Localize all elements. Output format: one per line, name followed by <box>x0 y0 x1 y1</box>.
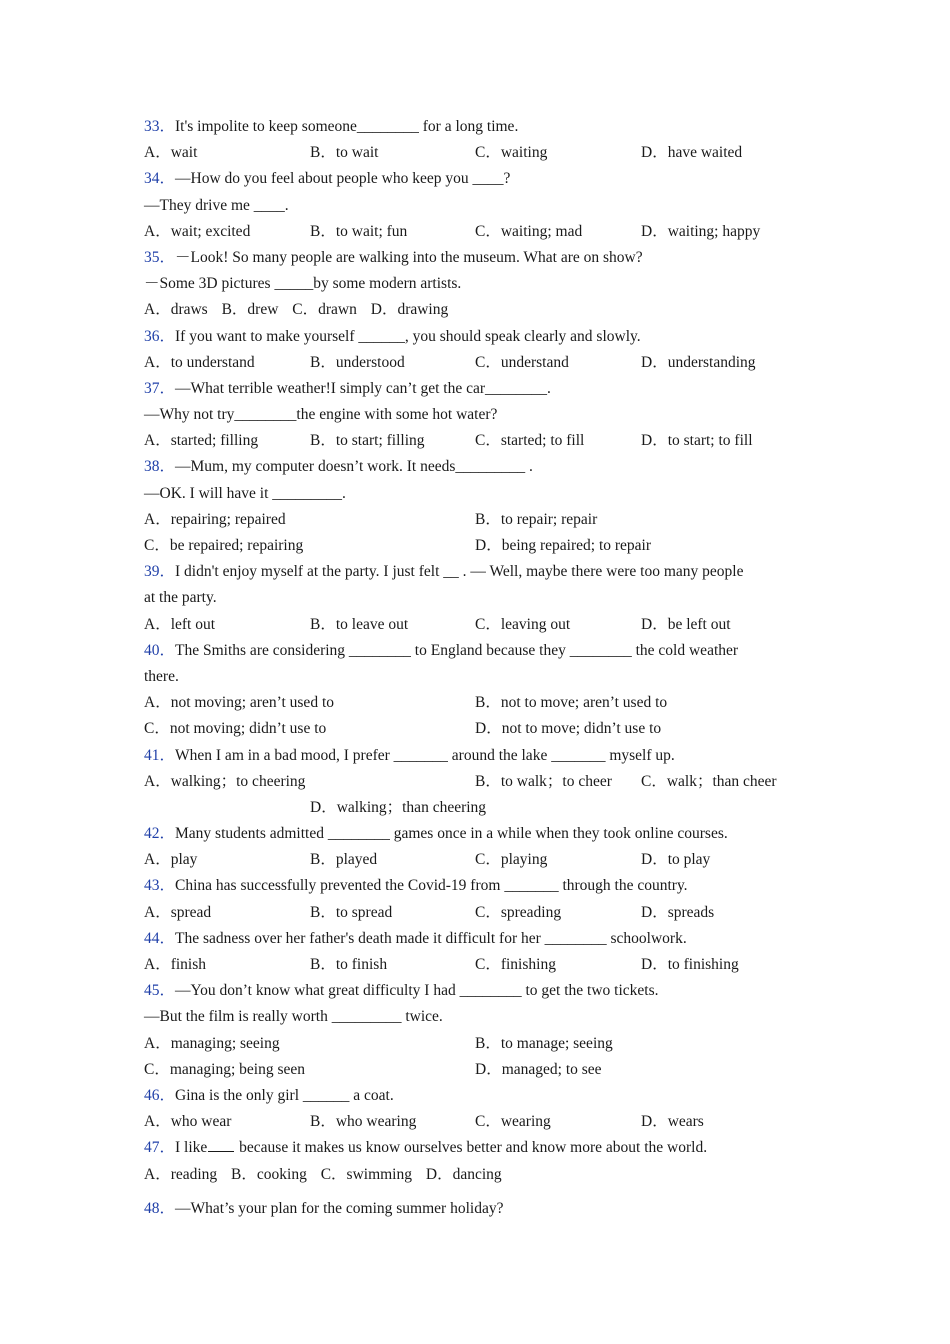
question-number: 36． <box>144 327 176 345</box>
option-a[interactable]: A．not moving; aren’t used to <box>144 694 334 712</box>
option-a[interactable]: A．managing; seeing <box>144 1034 280 1052</box>
option-a[interactable]: A．wait <box>144 144 198 162</box>
question-number: 37． <box>144 379 176 397</box>
option-d[interactable]: D．to finishing <box>641 956 739 973</box>
question-37-reply: —Why not try________the engine with some hot water? <box>144 406 498 424</box>
question-number: 39． <box>144 563 176 581</box>
question-text: —Mum, my computer doesn’t work. It needs_________ . <box>175 458 533 476</box>
question-number: 47． <box>144 1139 176 1157</box>
question-text: －Look! So many people are walking into the museum. What are on show? <box>175 248 643 266</box>
option-c[interactable]: C．finishing <box>475 956 556 973</box>
question-number: 42． <box>144 825 176 843</box>
question-45-reply: —But the film is really worth _________ twice. <box>144 1008 443 1026</box>
option-c[interactable]: C．playing <box>475 851 548 869</box>
option-a[interactable]: A．started; filling <box>144 432 259 450</box>
option-c[interactable]: C．wearing <box>475 1113 551 1131</box>
options-46 <box>144 1109 804 1135</box>
option-a[interactable]: A．finish <box>144 956 207 973</box>
option-b[interactable]: B．not to move; aren’t used to <box>475 694 668 712</box>
question-42 <box>144 821 804 847</box>
option-d[interactable]: D．understanding <box>641 353 756 371</box>
question-37 <box>144 376 804 402</box>
question-number: 41． <box>144 746 176 764</box>
question-40 <box>144 638 804 664</box>
question-39-continued: at the party. <box>144 589 217 607</box>
question-38 <box>144 454 804 480</box>
question-41 <box>144 743 804 769</box>
option-d[interactable]: D．being repaired; to repair <box>475 537 652 554</box>
question-number: 43． <box>144 877 176 895</box>
answer-blank <box>208 1137 234 1152</box>
question-number: 45． <box>144 982 176 1000</box>
question-47 <box>144 1135 804 1161</box>
question-48 <box>144 1196 804 1222</box>
option-a[interactable]: A．to understand <box>144 353 255 371</box>
question-45 <box>144 978 804 1004</box>
option-c[interactable]: C．waiting; mad <box>475 222 583 240</box>
question-text: Gina is the only girl ______ a coat. <box>175 1086 394 1104</box>
options-40-row1 <box>144 690 804 716</box>
option-a[interactable]: A．reading <box>144 1165 218 1183</box>
option-b[interactable]: B．to start; filling <box>310 432 425 450</box>
option-a[interactable]: A．walking；to cheering <box>144 772 306 790</box>
option-b[interactable]: B．cooking <box>231 1165 307 1183</box>
question-text: The sadness over her father's death made it difficult for her ________ schoolwork. <box>175 929 687 947</box>
option-d[interactable]: D．to start; to fill <box>641 432 753 450</box>
option-c[interactable]: C．drawn <box>292 301 357 319</box>
option-d[interactable]: D．waiting; happy <box>641 222 761 240</box>
option-b[interactable]: B．to spread <box>310 903 393 921</box>
option-b[interactable]: B．drew <box>221 301 279 319</box>
question-number: 34． <box>144 170 176 188</box>
option-b[interactable]: B．to repair; repair <box>475 510 598 528</box>
question-33 <box>144 114 804 140</box>
question-number: 33． <box>144 118 176 135</box>
option-d[interactable]: D．not to move; didn’t use to <box>475 720 662 738</box>
question-text-after: because it makes us know ourselves better and know more about the world. <box>235 1139 708 1157</box>
option-c[interactable]: C．started; to fill <box>475 432 585 450</box>
question-number: 35． <box>144 248 176 266</box>
option-c[interactable]: C．walk；than cheer <box>641 772 777 790</box>
option-c[interactable]: C．not moving; didn’t use to <box>144 720 327 738</box>
options-39 <box>144 612 804 638</box>
question-34-reply: —They drive me ____. <box>144 196 289 214</box>
options-41-row2 <box>144 795 804 821</box>
option-a[interactable]: A．draws <box>144 301 208 319</box>
question-36 <box>144 324 804 350</box>
question-44 <box>144 926 804 952</box>
question-text: —What’s your plan for the coming summer holiday? <box>175 1199 504 1217</box>
option-a[interactable]: A．who wear <box>144 1113 232 1131</box>
option-d[interactable]: D．have waited <box>641 144 743 162</box>
option-d[interactable]: D．spreads <box>641 903 715 921</box>
options-35 <box>144 297 804 323</box>
option-c[interactable]: C．waiting <box>475 144 548 162</box>
option-b[interactable]: B．understood <box>310 353 405 371</box>
options-36 <box>144 350 804 376</box>
options-34 <box>144 219 804 245</box>
option-d[interactable]: D．be left out <box>641 615 731 633</box>
question-35-reply: －Some 3D pictures _____by some modern artists. <box>144 275 462 293</box>
question-46 <box>144 1083 804 1109</box>
question-text: If you want to make yourself ______, you should speak clearly and slowly. <box>175 327 641 345</box>
options-44 <box>144 952 804 978</box>
options-37 <box>144 428 804 454</box>
question-sheet <box>144 114 804 1222</box>
option-c[interactable]: C．swimming <box>320 1165 412 1183</box>
option-c[interactable]: C．managing; being seen <box>144 1060 305 1078</box>
options-45-row2 <box>144 1057 804 1083</box>
option-b[interactable]: B．to leave out <box>310 615 409 633</box>
option-b[interactable]: B．to walk；to cheer <box>475 772 612 790</box>
option-c[interactable]: C．understand <box>475 353 569 371</box>
option-b[interactable]: B．to wait; fun <box>310 222 408 240</box>
option-b[interactable]: B．to finish <box>310 956 388 973</box>
options-47 <box>144 1162 804 1188</box>
options-38-row2 <box>144 533 804 559</box>
question-number: 46． <box>144 1086 176 1104</box>
option-d[interactable]: D．drawing <box>370 301 449 319</box>
option-c[interactable]: C．leaving out <box>475 615 571 633</box>
options-40-row2 <box>144 716 804 742</box>
option-a[interactable]: A．left out <box>144 615 216 633</box>
options-33 <box>144 140 804 166</box>
question-text: The Smiths are considering ________ to England because they ________ the cold weather <box>175 641 739 659</box>
question-number: 48． <box>144 1199 176 1217</box>
options-45-row1 <box>144 1031 804 1057</box>
option-a[interactable]: A．spread <box>144 903 212 921</box>
question-text: —What terrible weather!I simply can’t get the car________. <box>175 379 551 397</box>
options-41-row1 <box>144 769 804 795</box>
question-text: —You don’t know what great difficulty I had ________ to get the two tickets. <box>175 982 659 1000</box>
option-b[interactable]: B．to manage; seeing <box>475 1034 613 1052</box>
options-38-row1 <box>144 507 804 533</box>
question-number: 40． <box>144 641 176 659</box>
question-43 <box>144 873 804 899</box>
option-b[interactable]: B．who wearing <box>310 1113 417 1131</box>
question-number: 38． <box>144 458 176 476</box>
option-a[interactable]: A．wait; excited <box>144 222 251 240</box>
option-b[interactable]: B．to wait <box>310 144 379 162</box>
option-d[interactable]: D．dancing <box>425 1165 502 1183</box>
question-text: Many students admitted ________ games once in a while when they took online courses. <box>175 825 728 843</box>
question-text: I didn't enjoy myself at the party. I just felt __ . — Well, maybe there were too many people <box>175 563 744 581</box>
options-43 <box>144 900 804 926</box>
question-text: China has successfully prevented the Covid-19 from _______ through the country. <box>175 877 688 895</box>
question-39 <box>144 559 804 585</box>
question-34 <box>144 166 804 192</box>
question-38-reply: —OK. I will have it _________. <box>144 484 346 502</box>
question-text-before: I like <box>175 1139 208 1157</box>
option-d[interactable]: D．walking；than cheering <box>310 798 487 816</box>
option-d[interactable]: D．wears <box>641 1113 704 1131</box>
question-text: When I am in a bad mood, I prefer _______ around the lake _______ myself up. <box>175 746 675 764</box>
option-a[interactable]: A．repairing; repaired <box>144 510 286 528</box>
option-d[interactable]: D．to play <box>641 851 711 869</box>
option-c[interactable]: C．spreading <box>475 903 562 921</box>
question-number: 44． <box>144 929 176 947</box>
option-a[interactable]: A．play <box>144 851 198 869</box>
options-42 <box>144 847 804 873</box>
question-text: —How do you feel about people who keep you ____? <box>175 170 511 188</box>
question-text: It's impolite to keep someone________ for a long time. <box>175 118 519 135</box>
option-c[interactable]: C．be repaired; repairing <box>144 537 304 554</box>
question-40-continued: there. <box>144 667 179 685</box>
option-b[interactable]: B．played <box>310 851 378 869</box>
question-35 <box>144 245 804 271</box>
option-d[interactable]: D．managed; to see <box>475 1060 602 1078</box>
